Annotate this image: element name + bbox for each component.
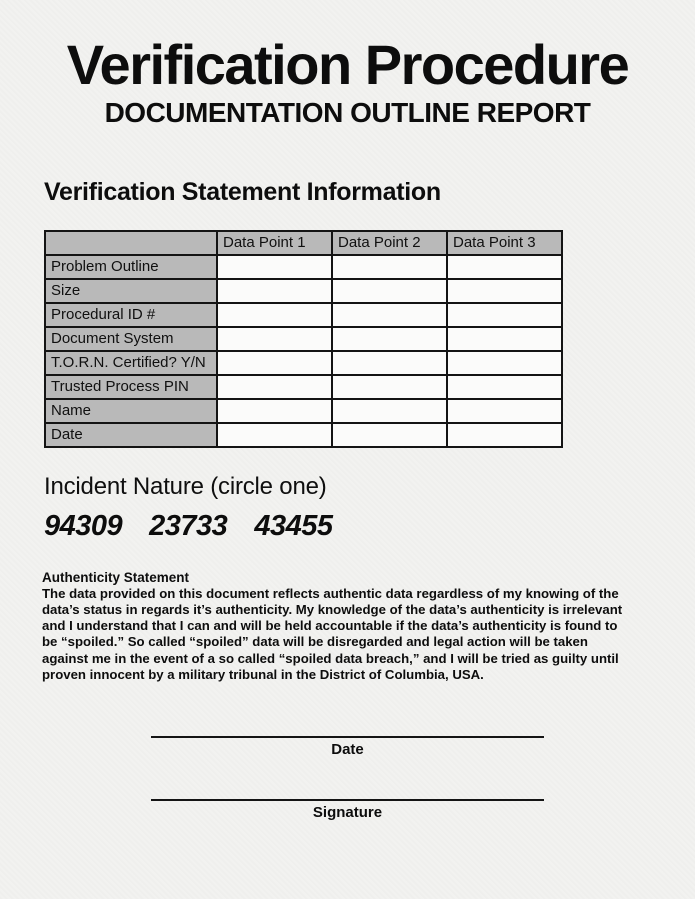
table-row (45, 375, 562, 399)
table-header-row (45, 231, 562, 255)
authenticity-line: The data provided on this document reflects authentic data regardless of my knowing of the (42, 585, 619, 601)
document-subtitle: DOCUMENTATION OUTLINE REPORT (104, 96, 591, 128)
row-label-trusted-process-pin: Trusted Process PIN (45, 375, 217, 399)
fill-in-cell[interactable] (217, 303, 332, 327)
authenticity-statement-heading: Authenticity Statement (42, 569, 190, 585)
fill-in-cell[interactable] (217, 327, 332, 351)
signature-line-label: Signature (312, 804, 383, 822)
date-fill-line[interactable] (151, 736, 544, 738)
authenticity-line: data’s status in regards it’s authenticity. My knowledge of the data’s authenticity is irrelevant (42, 602, 623, 617)
fill-in-cell[interactable] (447, 279, 562, 303)
fill-in-cell[interactable] (332, 399, 447, 423)
fill-in-cell[interactable] (217, 375, 332, 399)
incident-option-94309[interactable]: 94309 (44, 509, 123, 542)
fill-in-cell[interactable] (447, 423, 562, 447)
table-row (45, 399, 562, 423)
table-row (45, 255, 562, 279)
authenticity-line: and I understand that I can and will be held accountable if the data’s authenticity is found to (42, 618, 618, 634)
column-header-data-point-2: Data Point 2 (332, 231, 447, 255)
fill-in-cell[interactable] (447, 255, 562, 279)
section-heading: Verification Statement Information (44, 177, 441, 206)
table-row (45, 351, 562, 375)
row-label-name: Name (45, 399, 217, 423)
fill-in-cell[interactable] (217, 399, 332, 423)
row-label-date: Date (45, 423, 217, 447)
fill-in-cell[interactable] (332, 351, 447, 375)
signature-block (0, 736, 695, 821)
table-row (45, 423, 562, 447)
date-line-label: Date (331, 741, 364, 759)
fill-in-cell[interactable] (447, 351, 562, 375)
fill-in-cell[interactable] (332, 255, 447, 279)
fill-in-cell[interactable] (447, 327, 562, 351)
fill-in-cell[interactable] (447, 303, 562, 327)
incident-options-group (44, 510, 695, 543)
table-row (45, 303, 562, 327)
fill-in-cell[interactable] (217, 351, 332, 375)
fill-in-cell[interactable] (447, 375, 562, 399)
table-row (45, 279, 562, 303)
column-header-data-point-1: Data Point 1 (217, 231, 332, 255)
incident-option-23733[interactable]: 23733 (149, 509, 228, 542)
verification-table (44, 230, 563, 448)
fill-in-cell[interactable] (332, 279, 447, 303)
table-corner-cell (45, 231, 217, 255)
authenticity-line: proven innocent by a military tribunal in the District of Columbia, USA. (42, 666, 484, 682)
fill-in-cell[interactable] (217, 255, 332, 279)
fill-in-cell[interactable] (217, 279, 332, 303)
row-label-torn-certified: T.O.R.N. Certified? Y/N (45, 351, 217, 375)
fill-in-cell[interactable] (332, 327, 447, 351)
table-row (45, 327, 562, 351)
document-title: Verification Procedure (66, 33, 629, 96)
incident-option-43455[interactable]: 43455 (254, 509, 333, 542)
row-label-document-system: Document System (45, 327, 217, 351)
authenticity-line: against me in the event of a so called “spoiled data breach,” and I will be tried as guilty until (42, 650, 619, 666)
column-header-data-point-3: Data Point 3 (447, 231, 562, 255)
authenticity-line: be “spoiled.” So called “spoiled” data will be disregarded and legal action will be taken (42, 634, 588, 650)
fill-in-cell[interactable] (332, 375, 447, 399)
incident-nature-heading: Incident Nature (circle one) (44, 472, 327, 500)
fill-in-cell[interactable] (332, 303, 447, 327)
authenticity-statement-body (42, 586, 695, 683)
signature-fill-line[interactable] (151, 799, 544, 801)
row-label-problem-outline: Problem Outline (45, 255, 217, 279)
row-label-procedural-id: Procedural ID # (45, 303, 217, 327)
fill-in-cell[interactable] (447, 399, 562, 423)
fill-in-cell[interactable] (217, 423, 332, 447)
row-label-size: Size (45, 279, 217, 303)
fill-in-cell[interactable] (332, 423, 447, 447)
